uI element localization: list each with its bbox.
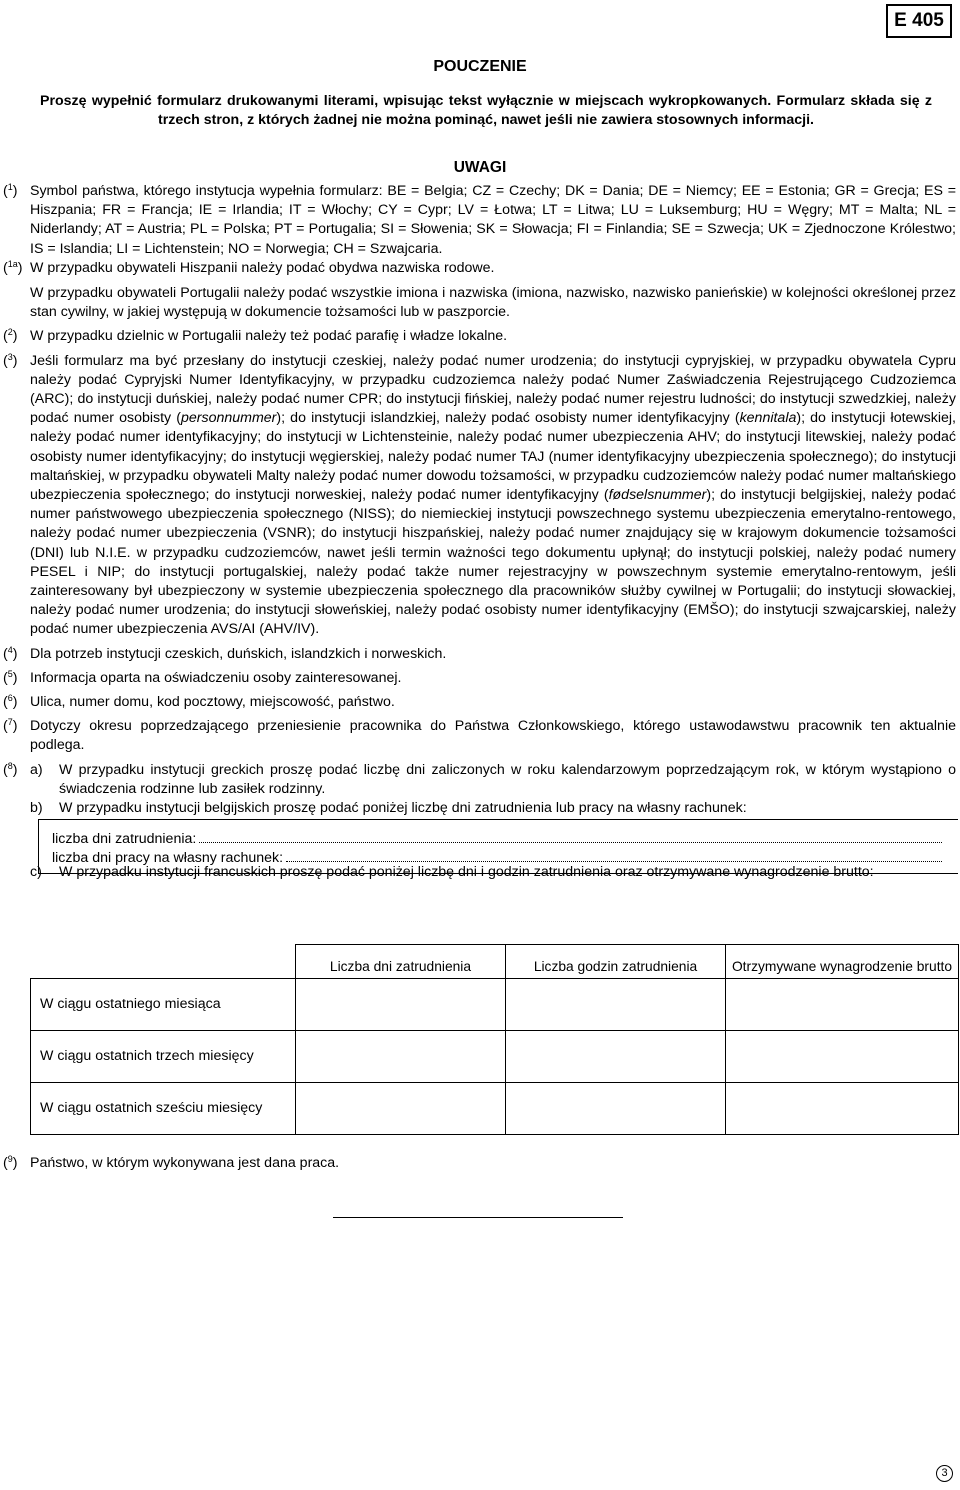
note-1a bbox=[3, 259, 956, 278]
note-7 bbox=[3, 717, 956, 755]
note-text: W przypadku obywateli Hiszpanii należy podać obydwa nazwiska rodowe. bbox=[30, 259, 495, 276]
row-label: W ciągu ostatniego miesiąca bbox=[31, 979, 296, 1031]
note-number: ($^3$) bbox=[3, 351, 18, 369]
days-employed-row bbox=[52, 829, 942, 849]
table-row bbox=[31, 979, 959, 1031]
note-text: W przypadku instytucji belgijskich proszę podać poniżej liczbę dni zatrudnienia lub pracy na własny rachunek: bbox=[59, 800, 747, 817]
note-9 bbox=[3, 1154, 903, 1173]
note-number: ($^1$) bbox=[3, 182, 18, 199]
note-number: ($^{1a}$) bbox=[3, 258, 23, 276]
note-text: W przypadku dzielnic w Portugalii należy też podać parafię i władze lokalne. bbox=[30, 328, 508, 345]
note-text: Jeśli formularz ma być przesłany do instytucji czeskiej, należy podać numer urodzenia; do instytucji cypryjskiej, w przypadku obywatela Cypru należy podać Cypryjski Numer Identyfikacyjny, w przypadku cudzoziemca należy podać Numer Zaświadczenia Rejestrującego Cudzoziemca (ARC); do instytucji duńskiej, należy podać numer CPR; do instytucji fińskiej, należy podać numer rejestru ludności; do instytucji szwedzkiej, należy podać numer osobisty (personnummer); do instytucji islandzkiej, należy podać osobisty numer identyfikacyjny (kennitala); do instytucji łotewskiej, należy podać numer identyfikacyjny; do instytucji w Lichtensteinie, należy podać numer ubezpieczenia AHV; do instytucji litewskiej, należy podać osobisty numer identyfikacyjny; do instytucji węgierskiej, należy podać numer TAJ (numer identyfikacyjny ubezpieczenia społecznego); do instytucji maltańskiej, w przypadku obywateli Malty należy podać numer dowodu tożsamości, w przypadku cudzoziemców należy podać numer maltańskiego ubezpieczenia społecznego; do instytucji norweskiej, należy podać numer identyfikacyjny (fødselsnummer); do instytucji belgijskiej, należy podać numer państwowego ubezpieczenia społecznego (NISS); do niemieckiej instytucji powszechnego systemu ubezpieczenia emerytalno-rentowego, należy podać numer ubezpieczenia (VSNR); do instytucji hiszpańskiej, należy podać numer znajdujący się w krajowym dokumencie tożsamości (DNI) lub N.I.E. w przypadku cudzoziemców, nawet jeśli termin ważności tego dokumentu upłynął; do instytucji polskiej, należy podać numery PESEL i NIP; do instytucji portugalskiej, należy podać także numer rejestracyjny w powszechnym systemie emerytalno-rentowym, jeśli zainteresowany był ubezpieczony w systemie ubezpieczenia społecznego dla pracowników służby cywilnej w Portugalii; do instytucji słowackiej, należy podać numer urodzenia; do instytucji słoweńskiej, należy podać osobisty numer identyfikacyjny (EMŠO); do instytucji szwajcarskiej, należy podać numer ubezpieczenia AVS/AI (AHV/IV). bbox=[30, 352, 957, 638]
footnote-separator-line bbox=[333, 1217, 623, 1218]
french-employment-table bbox=[30, 944, 959, 1135]
header-days: Liczba dni zatrudnienia bbox=[296, 945, 506, 979]
days-cell[interactable] bbox=[296, 1083, 506, 1135]
note-text: Ulica, numer domu, kod pocztowy, miejscowość, państwo. bbox=[30, 694, 395, 711]
note-text: Dotyczy okresu poprzedzającego przeniesienie pracownika do Państwa Członkowskiego, którego ustawodawstwu pracownik ten aktualnie podlega. bbox=[30, 718, 956, 754]
sub-label: b) bbox=[30, 800, 43, 817]
form-code-box: E 405 bbox=[886, 4, 952, 38]
notes-list bbox=[3, 182, 956, 818]
row-label: W ciągu ostatnich sześciu miesięcy bbox=[31, 1083, 296, 1135]
note-text: Informacja oparta na oświadczeniu osoby zainteresowanej. bbox=[30, 669, 402, 686]
note-number: ($^8$) bbox=[3, 760, 18, 778]
row-label: W ciągu ostatnich trzech miesięcy bbox=[31, 1031, 296, 1083]
page-number: 3 bbox=[936, 1465, 953, 1482]
note-text: W przypadku instytucji greckich proszę podać liczbę dni zaliczonych w roku kalendarzowym poprzedzającym rok, w którym wystąpiono o świadczenia rodzinne lub zasiłek rodzinny. bbox=[59, 761, 956, 797]
note-5 bbox=[3, 669, 956, 688]
header-hours: Liczba godzin zatrudnienia bbox=[506, 945, 726, 979]
note-8a bbox=[30, 761, 956, 799]
note-2 bbox=[3, 327, 956, 346]
note-text: Dla potrzeb instytucji czeskich, duńskich, islandzkich i norweskich. bbox=[30, 645, 447, 662]
pay-cell[interactable] bbox=[726, 979, 959, 1031]
note-8 bbox=[3, 761, 956, 819]
note-number: ($^6$) bbox=[3, 693, 18, 711]
days-employed-field[interactable] bbox=[199, 829, 942, 843]
hours-cell[interactable] bbox=[506, 979, 726, 1031]
note-number: ($^4$) bbox=[3, 644, 18, 662]
hours-cell[interactable] bbox=[506, 1031, 726, 1083]
note-3 bbox=[3, 352, 956, 640]
note-number: ($^7$) bbox=[3, 717, 18, 735]
note-6 bbox=[3, 693, 956, 712]
note-1a-portugal: W przypadku obywateli Portugalii należy podać wszystkie imiona i nazwiska (imiona, nazwisko, nazwisko panieńskie) w kolejności określonej przez stan cywilny, w jakiej występują w dokumencie tożsamości lub w paszporcie. bbox=[30, 285, 956, 321]
term-fodselsnummer: fødselsnummer bbox=[608, 487, 707, 504]
note-1 bbox=[3, 182, 956, 259]
note-number: ($^9$) bbox=[3, 1154, 18, 1171]
instruction-text: Proszę wypełnić formularz drukowanymi literami, wpisując tekst wyłącznie w miejscach wykropkowanych. Formularz składa się z trzech stron, z których żadnej nie można pominąć, nawet jeśli nie zawiera stosownych informacji. bbox=[40, 93, 932, 129]
header-pay: Otrzymywane wynagrodzenie brutto bbox=[726, 945, 959, 979]
note-text: W przypadku instytucji francuskich proszę podać poniżej liczbę dni i godzin zatrudnienia oraz otrzymywane wynagrodzenie brutto: bbox=[59, 864, 874, 880]
notes-heading: UWAGI bbox=[453, 159, 507, 176]
table-header-row bbox=[31, 945, 959, 979]
term-kennitala: kennitala bbox=[739, 410, 797, 427]
table-row bbox=[31, 1083, 959, 1135]
days-self-employed-label: liczba dni pracy na własny rachunek: bbox=[52, 850, 284, 866]
table-corner bbox=[31, 945, 296, 979]
days-self-employed-field[interactable] bbox=[286, 848, 942, 862]
hours-cell[interactable] bbox=[506, 1083, 726, 1135]
note-4 bbox=[3, 645, 956, 664]
note-number: ($^5$) bbox=[3, 668, 18, 686]
days-cell[interactable] bbox=[296, 1031, 506, 1083]
instruction-heading: POUCZENIE bbox=[433, 58, 527, 75]
pay-cell[interactable] bbox=[726, 1031, 959, 1083]
pay-cell[interactable] bbox=[726, 1083, 959, 1135]
term-personnummer: personnummer bbox=[180, 410, 277, 427]
table-row bbox=[31, 1031, 959, 1083]
note-number: ($^2$) bbox=[3, 327, 18, 345]
sub-label: c) bbox=[30, 864, 42, 880]
note-text: Symbol państwa, którego instytucja wypełnia formularz: BE = Belgia; CZ = Czechy; DK = Dania; DE = Niemcy; EE = Estonia; GR = Grecja; ES = Hiszpania; FR = Francja; IE = Irlandia; IT = Włochy; CY = Cypr; LV = Łotwa; LT = Litwa; LU = Luksemburg; HU = Węgry; MT = Malta; NL = Niderlandy; AT = Austria; PL = Polska; PT = Portugalia; SI = Słowenia; SK = Słowacja; FI = Finlandia; SE = Szwecja; UK = Zjednoczone Królestwo; IS = Islandia; LI = Lichtenstein; NO = Norwegia; CH = Szwajcaria. bbox=[30, 183, 956, 257]
sub-label: a) bbox=[30, 761, 43, 778]
note-text: Państwo, w którym wykonywana jest dana praca. bbox=[30, 1155, 340, 1171]
note-8b bbox=[30, 799, 956, 818]
days-employed-label: liczba dni zatrudnienia: bbox=[52, 831, 197, 847]
note-8c bbox=[30, 863, 956, 882]
days-cell[interactable] bbox=[296, 979, 506, 1031]
